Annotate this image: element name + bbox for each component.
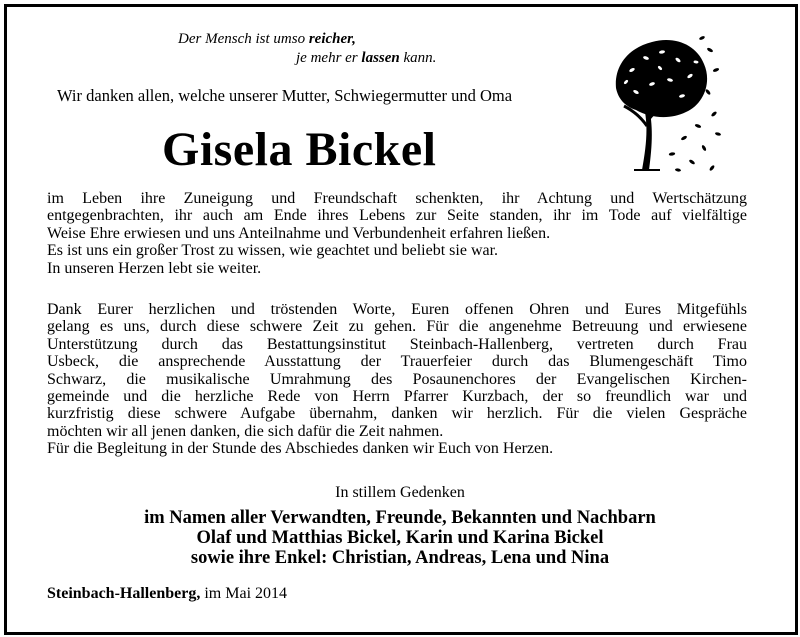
thanks-paragraph-2 <box>47 301 747 458</box>
deceased-name: Gisela Bickel <box>162 123 437 176</box>
paragraph-2-line: möchten wir all jenen danken, die sich dafür die Zeit nahmen. <box>47 422 444 440</box>
motto-line-1: Der Mensch ist umso reicher, <box>178 31 356 47</box>
paragraph-1-line: Es ist uns ein großer Trost zu wissen, wie geachtet und beliebt sie war. <box>47 242 499 260</box>
paragraph-2-line: kurzfristig diese schwere Aufgabe übernahm, danken wir herzlich. Für die vielen Gespräche <box>47 405 747 423</box>
paragraph-1-line: entgegenbrachten, ihr auch am Ende ihres Lebens zur Seite standen, ihr im Tode auf vielfältige <box>47 207 747 225</box>
paragraph-2-line: Für die Begleitung in der Stunde des Abschiedes danken wir Euch von Herzen. <box>47 440 554 458</box>
paragraph-1-line: In unseren Herzen lebt sie weiter. <box>47 259 262 277</box>
paragraph-1-line: im Leben ihre Zuneigung und Freundschaft schenkten, ihr Achtung und Wertschätzung <box>47 190 747 207</box>
signatories <box>0 508 800 568</box>
thanks-paragraph-1 <box>47 190 747 277</box>
paragraph-2-line: Schwarz, die musikalische Umrahmung des Posaunenchores der Evangelischen Kirchen- <box>47 370 747 388</box>
signatory-line: Olaf und Matthias Bickel, Karin und Karina Bickel <box>196 528 604 548</box>
date: im Mai 2014 <box>200 585 288 602</box>
gedenken-line: In stillem Gedenken <box>335 484 465 501</box>
signatory-line: sowie ihre Enkel: Christian, Andreas, Lena und Nina <box>190 548 610 568</box>
tree-with-falling-leaves-icon <box>612 30 722 180</box>
motto-line-2: je mehr er lassen kann. <box>296 50 437 66</box>
paragraph-2-line: Dank Eurer herzlichen und tröstenden Worte, Euren offenen Ohren und Eures Mitgefühls <box>47 301 747 318</box>
paragraph-2-line: gemeinde und die herzliche Rede von Herrn Pfarrer Kurzbach, der so freundlich war und <box>47 388 747 406</box>
signatory-line: im Namen aller Verwandten, Freunde, Bekannten und Nachbarn <box>144 508 656 528</box>
paragraph-1-line: Weise Ehre erwiesen und uns Anteilnahme und Verbundenheit erfahren ließen. <box>47 224 551 242</box>
intro-text: Wir danken allen, welche unserer Mutter, Schwiegermutter und Oma <box>57 86 513 105</box>
paragraph-2-line: Usbeck, die ansprechende Ausstattung der Trauerfeier durch das Blumengeschäft Timo <box>47 353 747 371</box>
paragraph-2-line: gelang es uns, durch diese schwere Zeit zu gehen. Für die angenehme Betreuung und erwiesene <box>47 318 747 336</box>
paragraph-2-line: Unterstützung durch das Bestattungsinstitut Steinbach-Hallenberg, vertreten durch Frau <box>47 335 747 353</box>
place-and-date <box>47 585 287 603</box>
place: Steinbach-Hallenberg, <box>47 585 201 602</box>
